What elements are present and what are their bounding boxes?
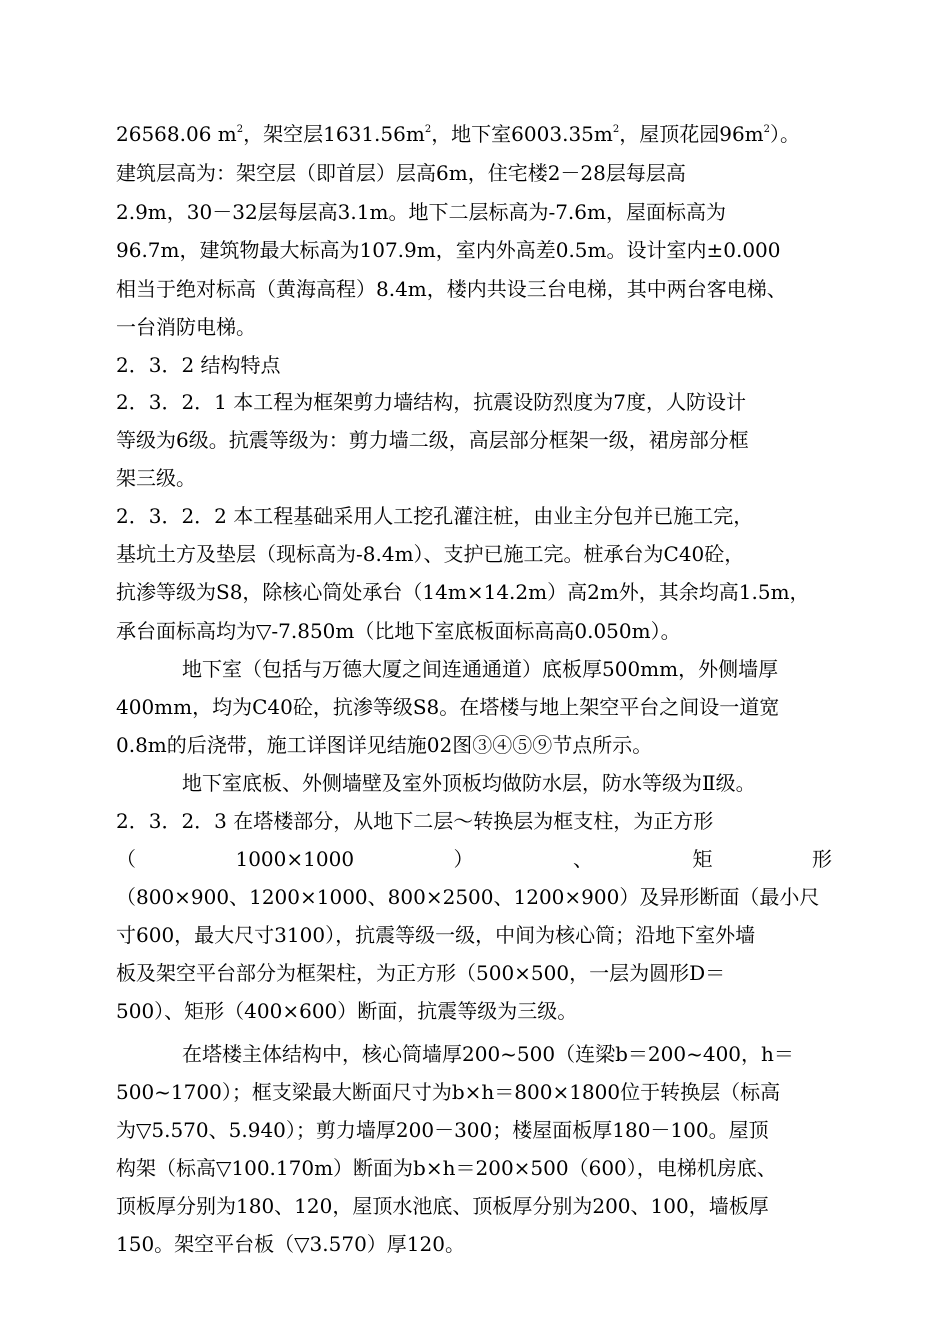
section-heading: 2．3．2 结构特点 (116, 353, 281, 377)
text-line: 500）、矩形（400×600）断面，抗震等级为三级。 (116, 999, 578, 1023)
text-line: 板及架空平台部分为框架柱，为正方形（500×500，一层为圆形D＝ (116, 961, 726, 985)
text-line: 为▽5.570、5.940）；剪力墙厚200－300；楼屋面板厚180－100。屋顶 (116, 1118, 769, 1142)
text-span: 、 (573, 847, 594, 871)
superscript: 2 (236, 124, 244, 135)
superscript: 2 (424, 124, 432, 135)
text-line: 0.8m的后浇带，施工详图详见结施02图③④⑤⑨节点所示。 (116, 733, 653, 757)
text-line: 架三级。 (116, 466, 196, 490)
text-line: 等级为6级。抗震等级为：剪力墙二级，高层部分框架一级，裙房部分框 (116, 428, 749, 452)
text-line: 建筑层高为：架空层（即首层）层高6m，住宅楼2－28层每层高 (116, 161, 686, 185)
text-line: 承台面标高均为▽-7.850m（比地下室底板面标高高0.050m）。 (116, 619, 681, 643)
text-line: 在塔楼主体结构中，核心筒墙厚200~500（连梁b＝200~400，h＝ (182, 1042, 794, 1066)
text-line: 2．3．2．2 本工程基础采用人工挖孔灌注桩，由业主分包并已施工完， (116, 504, 754, 528)
text-line: 寸600，最大尺寸3100），抗震等级一级，中间为核心筒；沿地下室外墙 (116, 923, 756, 947)
text-line: 96.7m，建筑物最大标高为107.9m，室内外高差0.5m。设计室内±0.000 (116, 238, 781, 262)
text-span: 矩 (692, 847, 713, 871)
text-span: 26568.06 m (116, 122, 237, 146)
text-line: （800×900、1200×1000、800×2500、1200×900）及异形断面（最小尺 (116, 885, 820, 909)
text-line: 2．3．2．3 在塔楼部分，从地下二层～转换层为框支柱，为正方形 (116, 809, 714, 833)
text-span: 形 (811, 847, 832, 871)
text-span: ）。 (770, 122, 801, 146)
text-line: 150。架空平台板（▽3.570）厚120。 (116, 1232, 465, 1256)
text-line: 一台消防电梯。 (116, 315, 256, 339)
text-line: 2．3．2．1 本工程为框架剪力墙结构，抗震设防烈度为7度，人防设计 (116, 390, 746, 414)
text-span: 1000×1000 (235, 847, 355, 871)
text-line: 构架（标高▽100.170m）断面为b×h＝200×500（600），电梯机房底、 (116, 1156, 777, 1180)
justified-line (116, 845, 836, 873)
text-line: 500~1700）；框支梁最大断面尺寸为b×h＝800×1800位于转换层（标高 (116, 1080, 781, 1104)
text-line: 地下室底板、外侧墙壁及室外顶板均做防水层，防水等级为Ⅱ级。 (182, 771, 756, 795)
text-line (116, 120, 836, 148)
spread-container (116, 845, 832, 873)
text-line: 地下室（包括与万德大厦之间连通通道）底板厚500mm，外侧墙厚 (182, 657, 779, 681)
superscript: 2 (763, 124, 771, 135)
superscript: 2 (612, 124, 620, 135)
text-line: 抗渗等级为S8，除核心筒处承台（14m×14.2m）高2m外，其余均高1.5m， (116, 580, 810, 604)
text-span: ） (453, 847, 474, 871)
text-line: 基坑土方及垫层（现标高为-8.4m）、支护已施工完。桩承台为C40砼， (116, 542, 745, 566)
text-span: ，屋顶花园96m (619, 122, 764, 146)
text-line: 400mm，均为C40砼，抗渗等级S8。在塔楼与地上架空平台之间设一道宽 (116, 695, 780, 719)
text-span: ，架空层1631.56m (243, 122, 425, 146)
text-line: 相当于绝对标高（黄海高程）8.4m，楼内共设三台电梯，其中两台客电梯、 (116, 277, 787, 301)
text-line: 顶板厚分别为180、120，屋顶水池底、顶板厚分别为200、100，墙板厚 (116, 1194, 769, 1218)
text-line: 2.9m，30－32层每层高3.1m。地下二层标高为-7.6m，屋面标高为 (116, 200, 726, 224)
text-span: ，地下室6003.35m (431, 122, 613, 146)
text-span: （ (116, 847, 136, 871)
